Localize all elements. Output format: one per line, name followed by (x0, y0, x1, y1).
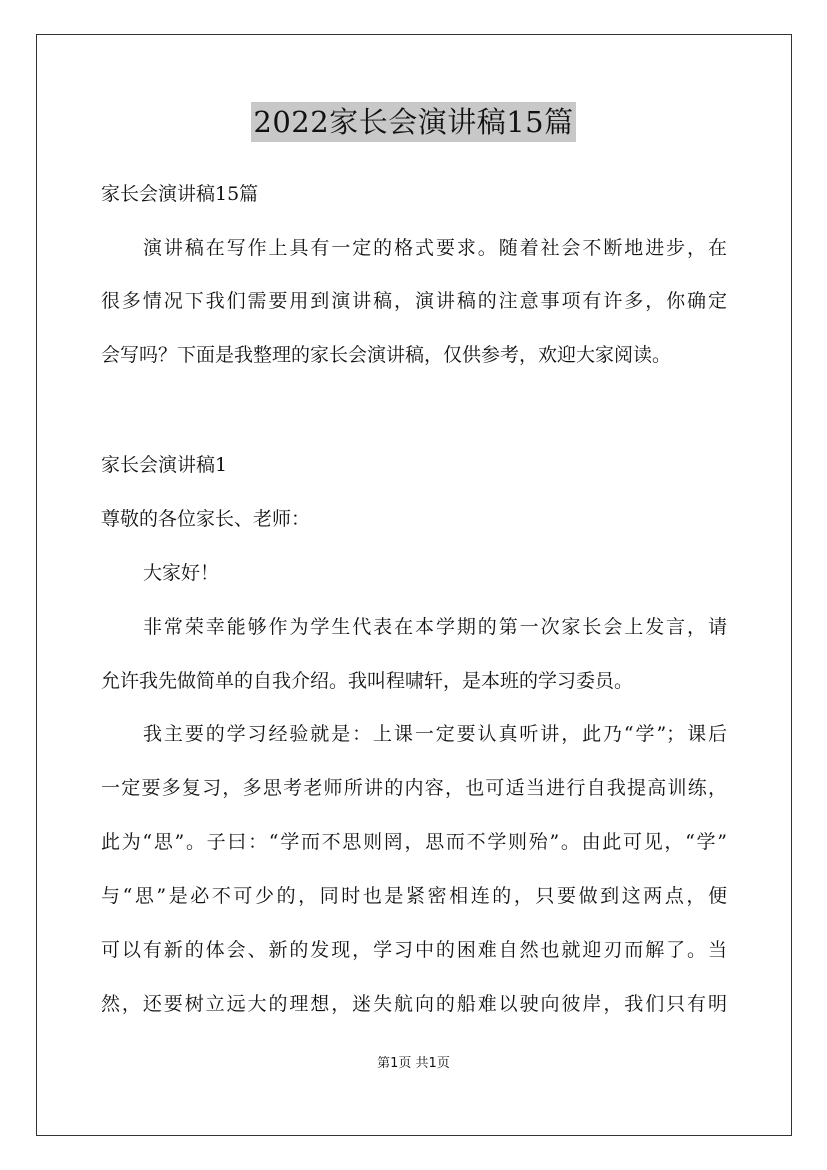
para2-line-5: 可以有新的体会、新的发现，学习中的困难自然也就迎刃而解了。当 (101, 939, 727, 961)
para1-line-2: 允许我先做简单的自我介绍。我叫程啸轩，是本班的学习委员。 (101, 670, 634, 692)
subtitle: 家长会演讲稿15篇 (101, 183, 259, 205)
intro-line-1: 演讲稿在写作上具有一定的格式要求。随着社会不断地进步，在 (143, 237, 727, 259)
intro-line-3: 会写吗？下面是我整理的家长会演讲稿，仅供参考，欢迎大家阅读。 (101, 344, 672, 366)
para1-line-1: 非常荣幸能够作为学生代表在本学期的第一次家长会上发言，请 (143, 616, 727, 638)
intro-line-2: 很多情况下我们需要用到演讲稿，演讲稿的注意事项有许多，你确定 (101, 290, 727, 312)
salutation: 尊敬的各位家长、老师： (101, 508, 311, 530)
para2-line-6: 然，还要树立远大的理想，迷失航向的船难以驶向彼岸，我们只有明 (101, 993, 727, 1015)
title-container (0, 102, 827, 142)
document-title: 2022家长会演讲稿15篇 (251, 102, 575, 142)
para2-line-3: 此为“思”。子曰：“学而不思则罔，思而不学则殆”。由此可见，“学” (101, 831, 727, 853)
para2-line-1: 我主要的学习经验就是：上课一定要认真听讲，此乃“学”；课后 (143, 723, 727, 745)
section-heading: 家长会演讲稿1 (101, 454, 228, 476)
greeting: 大家好！ (143, 562, 220, 584)
para2-line-2: 一定要多复习，多思考老师所讲的内容，也可适当进行自我提高训练， (101, 777, 727, 799)
para2-line-4: 与“思”是必不可少的，同时也是紧密相连的，只要做到这两点，便 (101, 885, 727, 907)
page-footer: 第1页 共1页 (377, 1056, 450, 1071)
